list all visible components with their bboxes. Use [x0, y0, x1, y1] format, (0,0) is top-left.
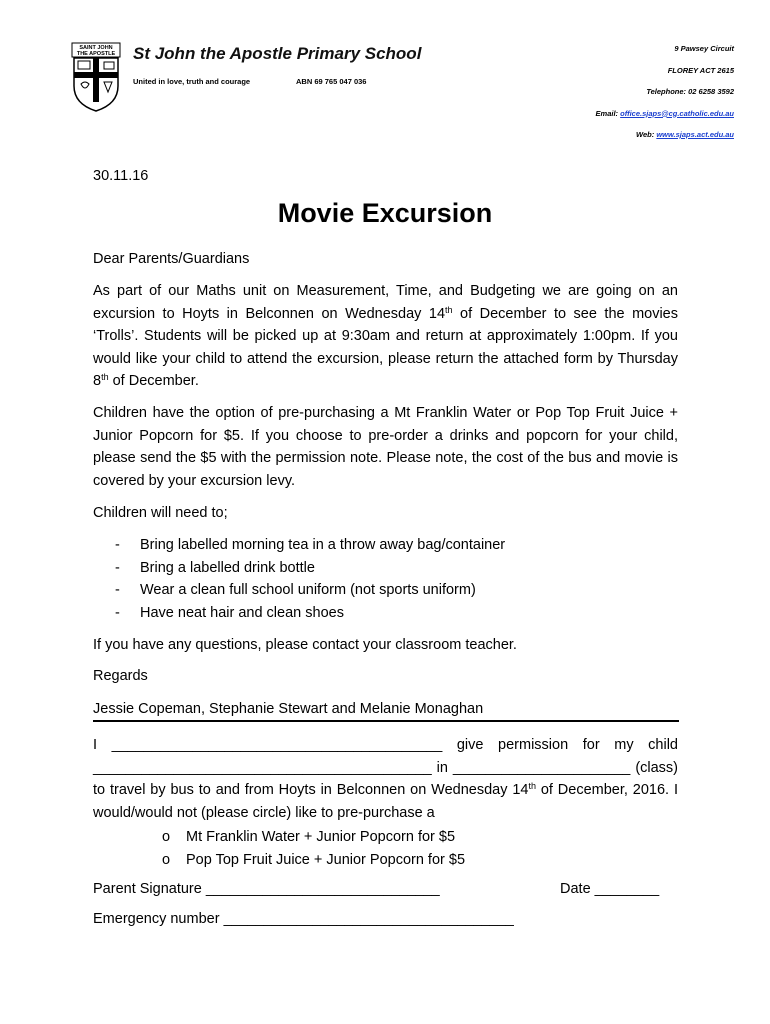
address-line2: FLOREY ACT 2615	[667, 65, 734, 75]
signature-line	[93, 878, 678, 901]
school-motto: United in love, truth and courage	[133, 77, 251, 86]
school-abn: ABN 69 765 047 036	[296, 77, 367, 86]
child-name-blank[interactable]: __________________________________________	[93, 759, 432, 776]
parent-name-blank[interactable]: _________________________________________	[111, 737, 443, 753]
letter-title: Movie Excursion	[277, 198, 493, 228]
date-field	[560, 878, 659, 901]
list-item: - Bring labelled morning tea in a throw away bag/container	[115, 537, 506, 553]
questions-line: If you have any questions, please contact your classroom teacher.	[93, 637, 517, 653]
telephone: Telephone: 02 6258 3592	[646, 87, 734, 96]
regards: Regards	[93, 668, 148, 684]
paragraph-excursion-details: As part of our Maths unit on Measurement, Time, and Budgeting we are going on an excursion to Hoyts in Belconnen on Wednesday 14th of December to see the movies ‘Trolls’. Students will be picked up at 9:30am and return at approximately 1:00pm. If you would like your child to attend the excursion, please return the attached form by Thursday 8th of December.	[93, 283, 678, 389]
letter-date: 30.11.16	[93, 168, 149, 184]
emergency-number-blank[interactable]: ____________________________________	[223, 911, 514, 927]
crest-text-line2: THE APOSTLE	[76, 51, 116, 57]
salutation: Dear Parents/Guardians	[93, 251, 250, 267]
emergency-label: Emergency number	[93, 911, 224, 927]
option-juice[interactable]: o Pop Top Fruit Juice + Junior Popcorn for $5	[162, 851, 466, 868]
permission-form-text: I _________________________________________ give permission for my child __________________________________________ in ______________________ (class) to travel by bus to and from Hoyts in Belconnen on Wednesday 14th of December, 2016. I would/would not (please circle) like to pre-purchase a	[93, 737, 679, 821]
address-line1: 9 Pawsey Circuit	[674, 44, 734, 53]
parent-signature-label: Parent Signature	[93, 881, 206, 897]
list-item: - Have neat hair and clean shoes	[115, 604, 344, 621]
class-blank[interactable]: ______________________	[452, 759, 631, 776]
email-link[interactable]: office.sjaps@cg.catholic.edu.au	[620, 108, 734, 118]
needs-list	[115, 534, 675, 624]
signoff-names: Jessie Copeman, Stephanie Stewart and Melanie Monaghan	[93, 701, 484, 717]
crest-text-line1: SAINT JOHN	[79, 45, 113, 51]
cut-divider	[93, 720, 679, 722]
date-label: Date	[560, 881, 595, 897]
school-crest-icon	[71, 42, 121, 112]
date-blank[interactable]: ________	[594, 881, 660, 897]
parent-signature-blank[interactable]: _____________________________	[205, 881, 440, 897]
web-line	[414, 130, 734, 152]
purchase-options	[162, 826, 662, 871]
emergency-line	[93, 908, 678, 931]
web-link[interactable]: www.sjaps.act.edu.au	[656, 130, 734, 139]
paragraph-food-option: Children have the option of pre-purchasing a Mt Franklin Water or Pop Top Fruit Juice + Junior Popcorn for $5. If you choose to pre-order a drinks and popcorn for your child, please send the $5 with the permission note. Please note, the cost of the bus and movie is covered by your excursion levy.	[93, 405, 678, 489]
contact-block	[414, 44, 734, 152]
school-name: St John the Apostle Primary School	[133, 44, 422, 63]
list-item: - Bring a labelled drink bottle	[115, 559, 315, 576]
needs-intro: Children will need to;	[93, 505, 228, 521]
email-line	[414, 109, 734, 131]
option-water[interactable]: o Mt Franklin Water + Junior Popcorn for $5	[162, 829, 456, 845]
web-label: Web:	[636, 130, 657, 139]
email-label: Email:	[595, 108, 621, 118]
list-item: - Wear a clean full school uniform (not sports uniform)	[115, 582, 476, 598]
